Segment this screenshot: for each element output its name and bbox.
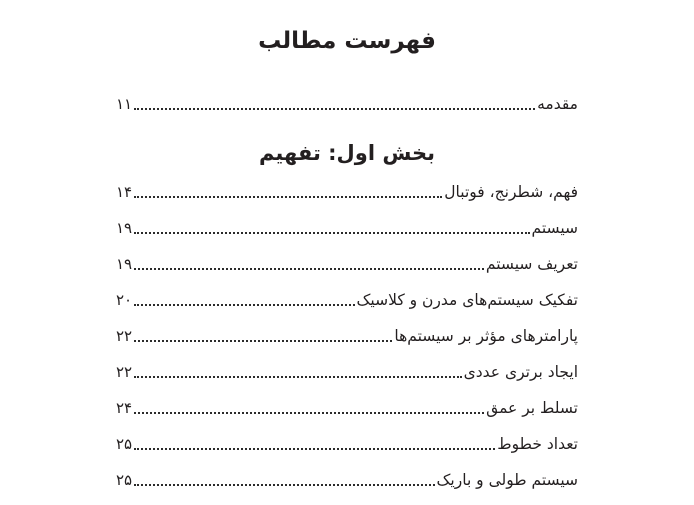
toc-entry-page-number: ۱۹ xyxy=(116,255,133,273)
toc-entry-page-number: ۲۵ xyxy=(116,435,133,453)
toc-entry-page-number: ۱۱ xyxy=(116,95,133,113)
toc-entry xyxy=(116,462,578,498)
dotted-leader xyxy=(134,304,354,306)
toc-entry xyxy=(116,318,578,354)
dotted-leader xyxy=(134,484,434,486)
toc-content xyxy=(116,0,578,498)
toc-entry-label: فهم، شطرنج، فوتبال xyxy=(444,183,578,201)
dotted-leader xyxy=(134,108,535,110)
toc-list xyxy=(116,86,578,498)
toc-entry xyxy=(116,246,578,282)
dotted-leader xyxy=(134,340,392,342)
toc-entry xyxy=(116,282,578,318)
toc-entry-page-number: ۲۲ xyxy=(116,363,133,381)
toc-entry-label: تفکیک سیستم‌های مدرن و کلاسیک xyxy=(356,291,578,309)
dotted-leader xyxy=(134,196,442,198)
toc-entry-page-number: ۲۴ xyxy=(116,399,133,417)
toc-entry-page-number: ۱۹ xyxy=(116,219,133,237)
dotted-leader xyxy=(134,448,495,450)
toc-entry xyxy=(116,354,578,390)
toc-entry-label: تعریف سیستم xyxy=(485,255,578,273)
toc-entry-label: پارامترهای مؤثر بر سیستم‌ها xyxy=(394,327,578,345)
toc-entry xyxy=(116,86,578,122)
toc-entry-label: تعداد خطوط xyxy=(497,435,578,453)
toc-entry xyxy=(116,390,578,426)
toc-entry xyxy=(116,174,578,210)
dotted-leader xyxy=(134,376,461,378)
toc-entry-label: سیستم xyxy=(531,219,578,237)
toc-entry-page-number: ۲۰ xyxy=(116,291,133,309)
toc-entry-label: مقدمه xyxy=(537,95,578,113)
dotted-leader xyxy=(134,412,484,414)
dotted-leader xyxy=(134,232,529,234)
page-title: فهرست مطالب xyxy=(258,28,436,54)
toc-entry-label: ایجاد برتری عددی xyxy=(463,363,578,381)
toc-entry-label: سیستم طولی و باریک xyxy=(436,471,578,489)
toc-entry-page-number: ۲۵ xyxy=(116,471,133,489)
toc-entry-page-number: ۲۲ xyxy=(116,327,133,345)
section-header: بخش اول: تفهیم xyxy=(258,141,436,165)
toc-entry xyxy=(116,426,578,462)
toc-entry-page-number: ۱۴ xyxy=(116,183,133,201)
toc-entry-label: تسلط بر عمق xyxy=(486,399,578,417)
toc-entry xyxy=(116,210,578,246)
dotted-leader xyxy=(134,268,484,270)
